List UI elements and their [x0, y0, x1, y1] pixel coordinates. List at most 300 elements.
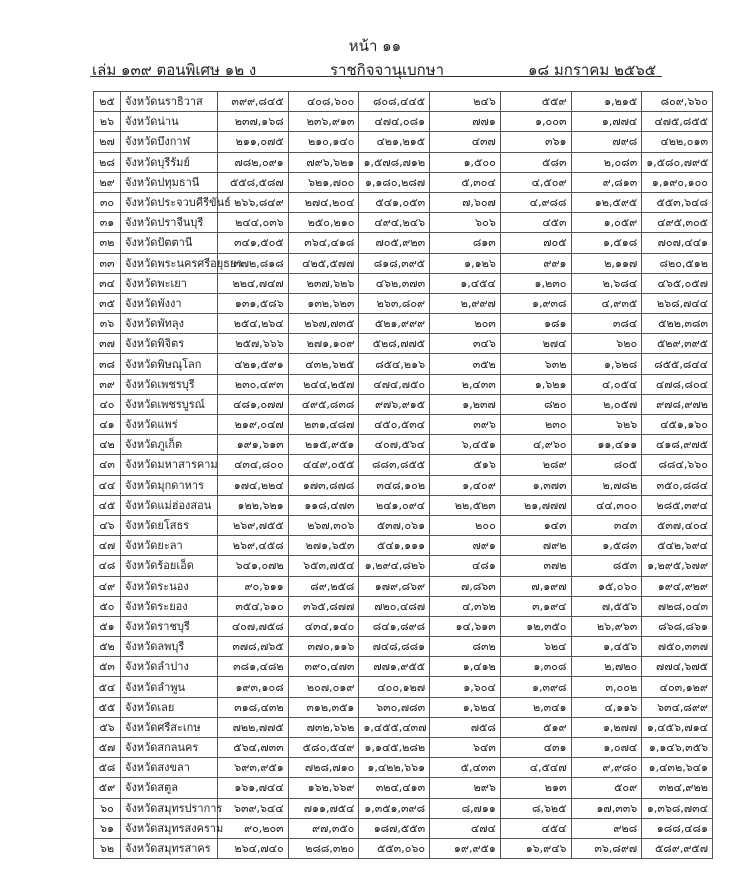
foreign-total-cell: ๙๒๘: [571, 818, 642, 838]
foreign-total-cell: ๔๔,๓๐๐: [571, 495, 642, 515]
foreign-male-cell: ๒๐๓: [430, 314, 501, 334]
thai-female-cell: ๒๐๗,๐๑๙: [288, 677, 359, 697]
province-name-cell: จังหวัดพะเยา: [121, 273, 218, 293]
publication-date: ๑๘ มกราคม ๒๕๖๕: [528, 61, 657, 79]
row-number-cell: ๕๑: [94, 616, 121, 636]
table-row: [94, 455, 713, 475]
thai-male-cell: ๓๙๙,๘๔๕: [218, 92, 289, 112]
thai-male-cell: ๙๐,๒๐๓: [218, 818, 289, 838]
row-number-cell: ๖๒: [94, 838, 121, 858]
province-name-cell: จังหวัดพัทลุง: [121, 314, 218, 334]
thai-total-cell: ๖๓๐,๗๘๓: [359, 697, 430, 717]
table-row: [94, 233, 713, 253]
row-number-cell: ๕๖: [94, 717, 121, 737]
grand-total-cell: ๗๐๗,๔๔๑: [642, 233, 713, 253]
foreign-male-cell: ๑,๔๐๙: [430, 475, 501, 495]
thai-male-cell: ๙๐,๖๑๑: [218, 576, 289, 596]
table-row: [94, 475, 713, 495]
province-name-cell: จังหวัดปราจีนบุรี: [121, 213, 218, 233]
foreign-male-cell: ๒,๔๓๓: [430, 374, 501, 394]
thai-female-cell: ๗๑๑,๗๕๔: [288, 798, 359, 818]
thai-male-cell: ๒๒๔,๗๔๗: [218, 273, 289, 293]
table-row: [94, 738, 713, 758]
province-name-cell: จังหวัดปัตตานี: [121, 233, 218, 253]
foreign-male-cell: ๓๔๖: [430, 334, 501, 354]
foreign-male-cell: ๑,๔๑๒: [430, 657, 501, 677]
table-row: [94, 576, 713, 596]
foreign-male-cell: ๕๑๖: [430, 455, 501, 475]
grand-total-cell: ๘๒๐,๕๑๒: [642, 253, 713, 273]
thai-female-cell: ๖๒๑,๗๐๐: [288, 172, 359, 192]
table-row: [94, 677, 713, 697]
thai-female-cell: ๓๑๒,๓๕๑: [288, 697, 359, 717]
thai-male-cell: ๓๗๒,๘๑๘: [218, 253, 289, 273]
table-row: [94, 112, 713, 132]
row-number-cell: ๔๐: [94, 394, 121, 414]
row-number-cell: ๓๓: [94, 253, 121, 273]
foreign-total-cell: ๙,๘๑๓: [571, 172, 642, 192]
grand-total-cell: ๖๓๔,๘๙๙: [642, 697, 713, 717]
foreign-female-cell: ๗,๑๙๗: [500, 576, 571, 596]
thai-female-cell: ๒๔๔,๒๕๗: [288, 374, 359, 394]
province-name-cell: จังหวัดปทุมธานี: [121, 172, 218, 192]
table-row: [94, 213, 713, 233]
grand-total-cell: ๔๙๕,๓๐๕: [642, 213, 713, 233]
row-number-cell: ๒๙: [94, 172, 121, 192]
province-name-cell: จังหวัดลพบุรี: [121, 637, 218, 657]
table-row: [94, 556, 713, 576]
foreign-male-cell: ๒,๙๙๗: [430, 293, 501, 313]
foreign-total-cell: ๗,๕๕๖: [571, 596, 642, 616]
foreign-female-cell: ๑,๒๓๐: [500, 273, 571, 293]
foreign-total-cell: ๒๖,๙๖๓: [571, 616, 642, 636]
table-row: [94, 616, 713, 636]
province-name-cell: จังหวัดราชบุรี: [121, 616, 218, 636]
thai-female-cell: ๒๑๐,๑๔๐: [288, 132, 359, 152]
table-row: [94, 798, 713, 818]
province-name-cell: จังหวัดมุกดาหาร: [121, 475, 218, 495]
foreign-female-cell: ๔๓๑: [500, 738, 571, 758]
thai-female-cell: ๔๔๙,๐๕๕: [288, 455, 359, 475]
foreign-female-cell: ๔๕๓: [500, 213, 571, 233]
province-name-cell: จังหวัดพังงา: [121, 293, 218, 313]
foreign-male-cell: ๓๕๒: [430, 354, 501, 374]
thai-male-cell: ๒๑๑,๐๗๕: [218, 132, 289, 152]
province-name-cell: จังหวัดเพชรบุรี: [121, 374, 218, 394]
foreign-male-cell: ๖๐๖: [430, 213, 501, 233]
volume-issue: เล่ม ๑๓๙ ตอนพิเศษ ๑๒ ง: [92, 61, 257, 79]
grand-total-cell: ๔๕๑,๑๖๐: [642, 415, 713, 435]
grand-total-cell: ๘๖๘,๘๖๑: [642, 616, 713, 636]
foreign-female-cell: ๑,๖๒๑: [500, 374, 571, 394]
foreign-female-cell: ๒,๓๔๑: [500, 697, 571, 717]
foreign-male-cell: ๘,๗๑๑: [430, 798, 501, 818]
province-name-cell: จังหวัดประจวบคีรีขันธ์: [121, 192, 218, 212]
province-name-cell: จังหวัดยะลา: [121, 536, 218, 556]
foreign-female-cell: ๑,๐๐๓: [500, 112, 571, 132]
foreign-male-cell: ๑,๖๐๔: [430, 677, 501, 697]
foreign-female-cell: ๓๗๒: [500, 556, 571, 576]
foreign-total-cell: ๗๙๘: [571, 132, 642, 152]
thai-female-cell: ๔๓๔,๑๔๐: [288, 616, 359, 636]
foreign-male-cell: ๔,๓๖๒: [430, 596, 501, 616]
province-name-cell: จังหวัดแพร่: [121, 415, 218, 435]
table-row: [94, 778, 713, 798]
foreign-total-cell: ๙,๙๘๐: [571, 758, 642, 778]
foreign-total-cell: ๓๘๔: [571, 314, 642, 334]
foreign-male-cell: ๘๓๒: [430, 637, 501, 657]
thai-total-cell: ๓๒๔,๔๑๓: [359, 778, 430, 798]
thai-male-cell: ๑๗๔,๒๒๔: [218, 475, 289, 495]
table-row: [94, 697, 713, 717]
thai-male-cell: ๓๕๔,๖๑๐: [218, 596, 289, 616]
table-row: [94, 92, 713, 112]
foreign-male-cell: ๖,๔๕๑: [430, 435, 501, 455]
thai-male-cell: ๒๑๙,๐๔๗: [218, 415, 289, 435]
header-rule: [90, 76, 662, 77]
thai-total-cell: ๑,๔๒๒,๖๖๑: [359, 758, 430, 778]
province-name-cell: จังหวัดนราธิวาส: [121, 92, 218, 112]
thai-female-cell: ๓๙๐,๔๗๓: [288, 657, 359, 677]
thai-female-cell: ๑๑๘,๔๗๓: [288, 495, 359, 515]
province-name-cell: จังหวัดพิษณุโลก: [121, 354, 218, 374]
thai-total-cell: ๒๔๑,๐๙๔: [359, 495, 430, 515]
row-number-cell: ๕๘: [94, 758, 121, 778]
thai-male-cell: ๒๓๗,๑๖๘: [218, 112, 289, 132]
thai-total-cell: ๑,๑๔๕,๒๘๒: [359, 738, 430, 758]
foreign-total-cell: ๓๔๓: [571, 515, 642, 535]
thai-male-cell: ๒๖๙,๗๕๕: [218, 515, 289, 535]
foreign-total-cell: ๒,๑๑๗: [571, 253, 642, 273]
foreign-total-cell: ๑๑,๔๑๑: [571, 435, 642, 455]
thai-total-cell: ๑,๓๕๑,๓๙๘: [359, 798, 430, 818]
foreign-male-cell: ๗,๖๐๗: [430, 192, 501, 212]
province-name-cell: จังหวัดสมุทรสาคร: [121, 838, 218, 858]
thai-total-cell: ๑,๑๘๐,๒๘๗: [359, 172, 430, 192]
province-name-cell: จังหวัดพิจิตร: [121, 334, 218, 354]
thai-total-cell: ๔๗๔,๐๘๑: [359, 112, 430, 132]
table-row: [94, 132, 713, 152]
foreign-female-cell: ๔,๕๐๙: [500, 172, 571, 192]
foreign-total-cell: ๑,๕๑๘: [571, 233, 642, 253]
foreign-total-cell: ๑,๔๕๖: [571, 637, 642, 657]
grand-total-cell: ๔๖๕,๐๕๗: [642, 273, 713, 293]
thai-male-cell: ๑๙๓,๑๐๘: [218, 677, 289, 697]
foreign-male-cell: ๑,๔๕๔: [430, 273, 501, 293]
grand-total-cell: ๕๕๓,๖๔๘: [642, 192, 713, 212]
foreign-female-cell: ๕๕๙: [500, 92, 571, 112]
row-number-cell: ๕๕: [94, 697, 121, 717]
foreign-male-cell: ๔๘๑: [430, 556, 501, 576]
foreign-male-cell: ๗๙๑: [430, 536, 501, 556]
table-row: [94, 172, 713, 192]
foreign-total-cell: ๔,๑๑๖: [571, 697, 642, 717]
row-number-cell: ๓๘: [94, 354, 121, 374]
thai-total-cell: ๕๔๑,๑๑๑: [359, 536, 430, 556]
table-row: [94, 818, 713, 838]
foreign-female-cell: ๔๕๔: [500, 818, 571, 838]
thai-female-cell: ๔๙๕,๘๓๘: [288, 394, 359, 414]
grand-total-cell: ๗๕๐,๓๓๗: [642, 637, 713, 657]
foreign-female-cell: ๔,๕๔๗: [500, 758, 571, 778]
thai-female-cell: ๔๓๒,๖๒๕: [288, 354, 359, 374]
table-row: [94, 657, 713, 677]
grand-total-cell: ๘๘๔,๖๖๐: [642, 455, 713, 475]
row-number-cell: ๓๙: [94, 374, 121, 394]
thai-female-cell: ๗๓๒,๖๖๒: [288, 717, 359, 737]
foreign-female-cell: ๑๘๑: [500, 314, 571, 334]
row-number-cell: ๔๗: [94, 536, 121, 556]
foreign-female-cell: ๑,๓๙๘: [500, 677, 571, 697]
thai-male-cell: ๑๓๑,๕๘๖: [218, 293, 289, 313]
thai-total-cell: ๘๔๑,๘๙๘: [359, 616, 430, 636]
row-number-cell: ๔๖: [94, 515, 121, 535]
foreign-total-cell: ๑,๐๗๔: [571, 738, 642, 758]
foreign-female-cell: ๑,๙๓๘: [500, 293, 571, 313]
province-name-cell: จังหวัดบึงกาฬ: [121, 132, 218, 152]
grand-total-cell: ๔๗๘,๘๐๔: [642, 374, 713, 394]
table-row: [94, 293, 713, 313]
thai-total-cell: ๑,๔๕๕,๔๓๗: [359, 717, 430, 737]
table-row: [94, 415, 713, 435]
row-number-cell: ๔๘: [94, 556, 121, 576]
thai-female-cell: ๒๖๗,๓๐๖: [288, 515, 359, 535]
table-row: [94, 253, 713, 273]
thai-total-cell: ๙๗๖,๙๑๕: [359, 394, 430, 414]
foreign-female-cell: ๙๙๑: [500, 253, 571, 273]
thai-male-cell: ๒๖๔,๗๔๐: [218, 838, 289, 858]
thai-total-cell: ๘๑๘,๓๙๕: [359, 253, 430, 273]
thai-male-cell: ๔๒๑,๕๙๑: [218, 354, 289, 374]
thai-male-cell: ๑๒๒,๖๒๑: [218, 495, 289, 515]
table-row: [94, 758, 713, 778]
foreign-female-cell: ๑๖,๙๔๖: [500, 838, 571, 858]
foreign-male-cell: ๒๙๖: [430, 778, 501, 798]
thai-female-cell: ๖๕๓,๗๕๔: [288, 556, 359, 576]
province-name-cell: จังหวัดพระนครศรีอยุธยา: [121, 253, 218, 273]
thai-female-cell: ๒๘๘,๓๒๐: [288, 838, 359, 858]
grand-total-cell: ๗๗๔,๖๗๕: [642, 657, 713, 677]
foreign-total-cell: ๘๐๕: [571, 455, 642, 475]
row-number-cell: ๔๔: [94, 475, 121, 495]
thai-total-cell: ๘๐๘,๔๔๕: [359, 92, 430, 112]
foreign-total-cell: ๑,๒๗๗: [571, 717, 642, 737]
thai-male-cell: ๖๓๙,๖๔๔: [218, 798, 289, 818]
table-row: [94, 717, 713, 737]
row-number-cell: ๔๑: [94, 415, 121, 435]
thai-male-cell: ๕๕๘,๕๘๗: [218, 172, 289, 192]
grand-total-cell: ๗๒๘,๐๔๓: [642, 596, 713, 616]
foreign-female-cell: ๗๐๕: [500, 233, 571, 253]
thai-female-cell: ๒๗๔,๒๐๔: [288, 192, 359, 212]
foreign-female-cell: ๓,๑๙๔: [500, 596, 571, 616]
grand-total-cell: ๕๘๙,๙๕๗: [642, 838, 713, 858]
thai-male-cell: ๓๑๘,๔๓๒: [218, 697, 289, 717]
thai-female-cell: ๒๖๗,๗๓๕: [288, 314, 359, 334]
foreign-total-cell: ๑,๗๗๔: [571, 112, 642, 132]
foreign-male-cell: ๕,๓๐๔: [430, 172, 501, 192]
thai-male-cell: ๒๕๔,๒๖๔: [218, 314, 289, 334]
table-row: [94, 596, 713, 616]
thai-female-cell: ๘๙,๒๕๘: [288, 576, 359, 596]
thai-male-cell: ๓๘๑,๔๘๒: [218, 657, 289, 677]
foreign-female-cell: ๖๓๒: [500, 354, 571, 374]
thai-female-cell: ๒๑๕,๙๕๑: [288, 435, 359, 455]
page-header: [0, 0, 750, 80]
province-name-cell: จังหวัดบุรีรัมย์: [121, 152, 218, 172]
table-row: [94, 495, 713, 515]
grand-total-cell: ๑,๔๓๒,๖๔๑: [642, 758, 713, 778]
foreign-total-cell: ๒,๗๒๐: [571, 657, 642, 677]
foreign-total-cell: ๑๕,๐๖๐: [571, 576, 642, 596]
thai-total-cell: ๔๗๔,๗๕๐: [359, 374, 430, 394]
grand-total-cell: ๕๒๙,๓๙๕: [642, 334, 713, 354]
thai-male-cell: ๖๙๓,๙๕๑: [218, 758, 289, 778]
province-name-cell: จังหวัดน่าน: [121, 112, 218, 132]
row-number-cell: ๒๘: [94, 152, 121, 172]
thai-total-cell: ๕๓๗,๐๖๑: [359, 515, 430, 535]
grand-total-cell: ๕๓๗,๔๐๔: [642, 515, 713, 535]
thai-total-cell: ๑,๕๗๘,๗๑๒: [359, 152, 430, 172]
row-number-cell: ๔๒: [94, 435, 121, 455]
foreign-total-cell: ๖๒๖: [571, 415, 642, 435]
thai-total-cell: ๗๒๐,๔๘๗: [359, 596, 430, 616]
table-row: [94, 515, 713, 535]
thai-female-cell: ๔๒๕,๕๗๗: [288, 253, 359, 273]
foreign-total-cell: ๓๖,๘๙๗: [571, 838, 642, 858]
foreign-female-cell: ๒๗๔: [500, 334, 571, 354]
row-number-cell: ๓๒: [94, 233, 121, 253]
thai-male-cell: ๒๖๖,๘๔๙: [218, 192, 289, 212]
row-number-cell: ๖๑: [94, 818, 121, 838]
foreign-female-cell: ๕๑๙: [500, 717, 571, 737]
thai-total-cell: ๕๕๓,๐๖๐: [359, 838, 430, 858]
province-name-cell: จังหวัดศรีสะเกษ: [121, 717, 218, 737]
row-number-cell: ๒๖: [94, 112, 121, 132]
thai-total-cell: ๗๗๑,๙๕๕: [359, 657, 430, 677]
foreign-male-cell: ๑,๕๐๐: [430, 152, 501, 172]
foreign-total-cell: ๑,๕๘๓: [571, 536, 642, 556]
row-number-cell: ๓๕: [94, 293, 121, 313]
grand-total-cell: ๑,๔๕๖,๗๑๔: [642, 717, 713, 737]
row-number-cell: ๕๓: [94, 657, 121, 677]
foreign-male-cell: ๗๕๘: [430, 717, 501, 737]
thai-total-cell: ๔๐๗,๕๖๔: [359, 435, 430, 455]
row-number-cell: ๔๙: [94, 576, 121, 596]
province-name-cell: จังหวัดเลย: [121, 697, 218, 717]
row-number-cell: ๕๐: [94, 596, 121, 616]
foreign-female-cell: ๒๑,๗๗๗: [500, 495, 571, 515]
province-name-cell: จังหวัดสมุทรปราการ: [121, 798, 218, 818]
foreign-total-cell: ๖๒๐: [571, 334, 642, 354]
foreign-male-cell: ๒๒,๕๒๓: [430, 495, 501, 515]
row-number-cell: ๒๕: [94, 92, 121, 112]
thai-male-cell: ๗๒๒,๗๗๕: [218, 717, 289, 737]
grand-total-cell: ๒๘๕,๓๙๔: [642, 495, 713, 515]
thai-total-cell: ๔๒๑,๒๑๕: [359, 132, 430, 152]
foreign-male-cell: ๑,๖๒๔: [430, 697, 501, 717]
row-number-cell: ๔๓: [94, 455, 121, 475]
row-number-cell: ๓๐: [94, 192, 121, 212]
grand-total-cell: ๔๒๒,๐๑๓: [642, 132, 713, 152]
grand-total-cell: ๔๗๕,๘๕๕: [642, 112, 713, 132]
thai-female-cell: ๗๙๖,๖๒๑: [288, 152, 359, 172]
province-name-cell: จังหวัดมหาสารคาม: [121, 455, 218, 475]
thai-male-cell: ๒๓๐,๔๙๓: [218, 374, 289, 394]
grand-total-cell: ๕๒๒,๓๘๓: [642, 314, 713, 334]
foreign-total-cell: ๑,๒๑๕: [571, 92, 642, 112]
thai-male-cell: ๗๘๒,๐๙๑: [218, 152, 289, 172]
thai-male-cell: ๔๘๑,๐๗๗: [218, 394, 289, 414]
province-name-cell: จังหวัดสกลนคร: [121, 738, 218, 758]
foreign-total-cell: ๕๐๙: [571, 778, 642, 798]
foreign-male-cell: ๑,๒๓๗: [430, 394, 501, 414]
thai-female-cell: ๗๒๘,๗๑๐: [288, 758, 359, 778]
thai-female-cell: ๒๗๑,๑๐๙: [288, 334, 359, 354]
foreign-total-cell: ๓,๐๐๒: [571, 677, 642, 697]
table-row: [94, 314, 713, 334]
foreign-total-cell: ๑๗,๓๓๖: [571, 798, 642, 818]
grand-total-cell: ๑,๑๔๖,๓๕๖: [642, 738, 713, 758]
population-table: [93, 91, 713, 859]
province-name-cell: จังหวัดภูเก็ต: [121, 435, 218, 455]
thai-total-cell: ๕๒๑,๙๙๙: [359, 314, 430, 334]
thai-male-cell: ๑๙๑,๖๑๓: [218, 435, 289, 455]
foreign-total-cell: ๒,๐๕๗: [571, 394, 642, 414]
foreign-total-cell: ๑,๐๕๙: [571, 213, 642, 233]
thai-female-cell: ๔๐๘,๖๐๐: [288, 92, 359, 112]
grand-total-cell: ๒๖๘,๗๔๔: [642, 293, 713, 313]
thai-female-cell: ๙๗,๓๕๐: [288, 818, 359, 838]
thai-female-cell: ๓๖๔,๔๑๘: [288, 233, 359, 253]
thai-male-cell: ๒๔๔,๐๓๖: [218, 213, 289, 233]
foreign-male-cell: ๑,๑๒๖: [430, 253, 501, 273]
thai-male-cell: ๒๖๙,๔๕๘: [218, 536, 289, 556]
foreign-male-cell: ๑๔,๖๑๓: [430, 616, 501, 636]
thai-male-cell: ๓๔๑,๕๐๕: [218, 233, 289, 253]
thai-total-cell: ๗๔๘,๘๘๑: [359, 637, 430, 657]
row-number-cell: ๓๔: [94, 273, 121, 293]
grand-total-cell: ๑,๒๙๕,๖๗๙: [642, 556, 713, 576]
province-name-cell: จังหวัดระยอง: [121, 596, 218, 616]
thai-female-cell: ๕๘๐,๕๔๙: [288, 738, 359, 758]
table-row: [94, 334, 713, 354]
thai-total-cell: ๗๐๕,๙๒๓: [359, 233, 430, 253]
row-number-cell: ๖๐: [94, 798, 121, 818]
table-row: [94, 152, 713, 172]
grand-total-cell: ๑,๑๙๐,๑๐๐: [642, 172, 713, 192]
thai-male-cell: ๑๖๑,๗๔๔: [218, 778, 289, 798]
foreign-male-cell: ๑๙,๙๕๑: [430, 838, 501, 858]
foreign-male-cell: ๖๔๓: [430, 738, 501, 758]
table-row: [94, 838, 713, 858]
row-number-cell: ๕๔: [94, 677, 121, 697]
table-row: [94, 354, 713, 374]
grand-total-cell: ๙๗๘,๙๗๒: [642, 394, 713, 414]
province-name-cell: จังหวัดเพชรบูรณ์: [121, 394, 218, 414]
thai-male-cell: ๔๐๗,๗๕๘: [218, 616, 289, 636]
table-row: [94, 192, 713, 212]
thai-total-cell: ๔๐๐,๑๒๗: [359, 677, 430, 697]
foreign-male-cell: ๗๗๑: [430, 112, 501, 132]
grand-total-cell: ๓๕๐,๘๘๔: [642, 475, 713, 495]
thai-male-cell: ๒๕๗,๖๖๖: [218, 334, 289, 354]
thai-total-cell: ๒๖๓,๘๐๙: [359, 293, 430, 313]
thai-total-cell: ๑๘๗,๕๕๓: [359, 818, 430, 838]
province-name-cell: จังหวัดลำปาง: [121, 657, 218, 677]
foreign-male-cell: ๔๗๔: [430, 818, 501, 838]
foreign-male-cell: ๘๑๓: [430, 233, 501, 253]
